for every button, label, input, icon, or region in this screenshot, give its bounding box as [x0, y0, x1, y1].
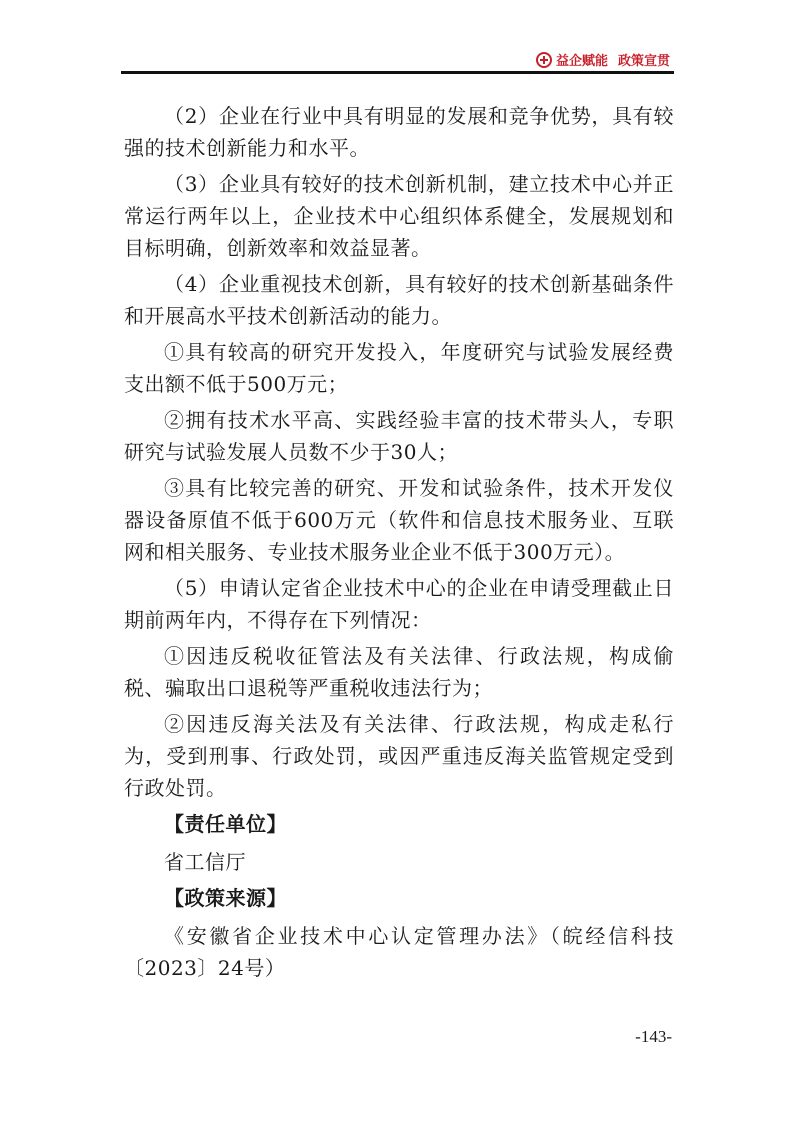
page-number: -143- — [635, 1027, 672, 1046]
responsible-unit-heading: 【责任单位】 — [164, 812, 287, 836]
brand-tagline: 政策宣贯 — [617, 54, 670, 69]
paragraph-subitem-4-1: ①具有较高的研究开发投入，年度研究与试验发展经费支出额不低于500万元； — [124, 340, 674, 396]
responsible-unit-value: 省工信厅 — [164, 850, 246, 874]
paragraph-item-5: （5）申请认定省企业技术中心的企业在申请受理截止日期前两年内，不得存在下列情况： — [124, 576, 674, 632]
brand-logo-icon — [536, 52, 552, 68]
paragraph-subitem-4-2: ②拥有技术水平高、实践经验丰富的技术带头人，专职研究与试验发展人员数不少于30人； — [124, 408, 674, 464]
brand-name: 益企赋能 — [555, 54, 608, 69]
policy-source-heading: 【政策来源】 — [164, 886, 287, 910]
paragraph-item-4: （4）企业重视技术创新，具有较好的技术创新基础条件和开展高水平技术创新活动的能力。 — [124, 272, 674, 328]
paragraph-subitem-5-2: ②因违反海关法及有关法律、行政法规，构成走私行为，受到刑事、行政处罚，或因严重违反海关监管规定受到行政处罚。 — [124, 712, 674, 800]
policy-source-value: 《安徽省企业技术中心认定管理办法》（皖经信科技〔2023〕24号） — [124, 924, 674, 980]
paragraph-subitem-5-1: ①因违反税收征管法及有关法律、行政法规，构成偷税、骗取出口退税等严重税收违法行为； — [124, 644, 674, 700]
paragraph-item-2: （2）企业在行业中具有明显的发展和竞争优势，具有较强的技术创新能力和水平。 — [124, 104, 674, 160]
paragraph-item-3: （3）企业具有较好的技术创新机制，建立技术中心并正常运行两年以上，企业技术中心组织体系健全，发展规划和目标明确，创新效率和效益显著。 — [124, 172, 674, 260]
paragraph-subitem-4-3: ③具有比较完善的研究、开发和试验条件，技术开发仪器设备原值不低于600万元（软件和信息技术服务业、互联网和相关服务、专业技术服务业企业不低于300万元）。 — [124, 476, 674, 564]
document-body — [124, 100, 674, 988]
header-brand — [536, 50, 670, 69]
header-divider — [121, 71, 674, 74]
